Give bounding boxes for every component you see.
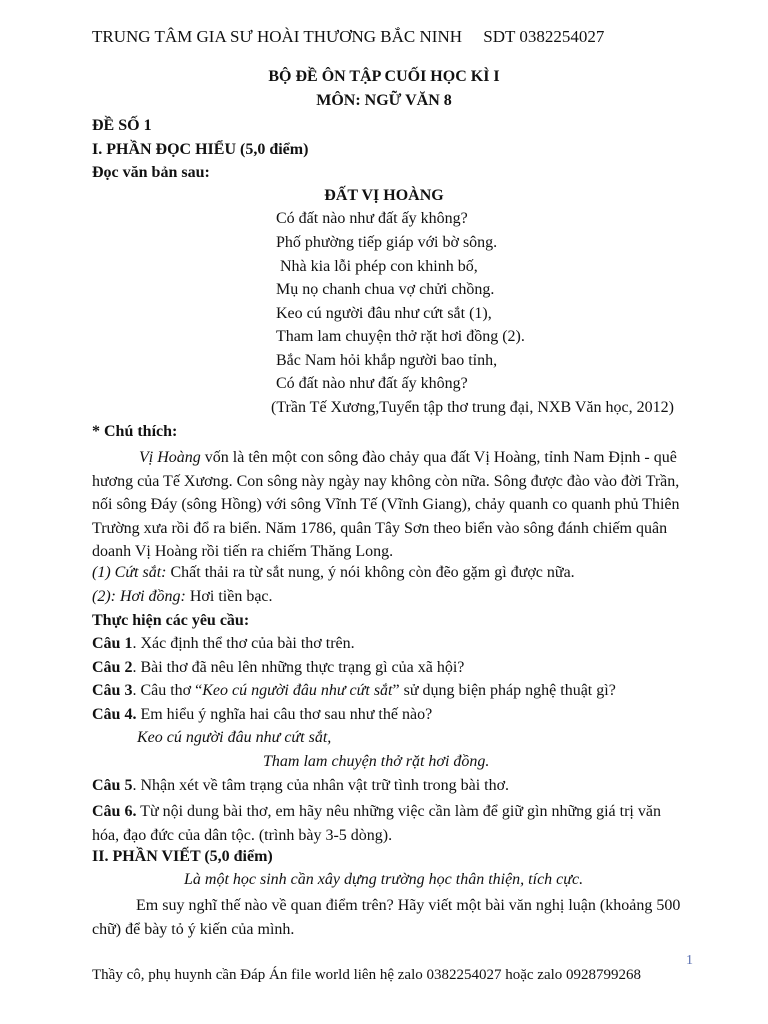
part1-heading: I. PHẦN ĐỌC HIỂU (5,0 điểm)	[92, 141, 309, 158]
question-text: . Câu thơ “	[132, 682, 203, 699]
poem-line: Bắc Nam hỏi khắp người bao tỉnh,	[276, 352, 498, 369]
poem-line: Có đất nào như đất ấy không?	[276, 210, 468, 227]
question-text: ” sử dụng biện pháp nghệ thuật gì?	[392, 682, 616, 699]
footnote-1-text: Chất thải ra từ sắt nung, ý nói không còn đẽo gặm gì được nữa.	[166, 564, 575, 581]
question-4-quote-line-1: Keo cú người đâu như cứt sắt,	[137, 729, 332, 746]
footnote-2-text: Hơi tiền bạc.	[185, 588, 273, 605]
question-6	[92, 800, 692, 847]
question-label: Câu 3	[92, 682, 133, 699]
poem-line: Mụ nọ chanh chua vợ chửi chồng.	[276, 281, 495, 298]
footnote-2-term: (2): Hơi đồng:	[92, 588, 186, 605]
page-footer: Thầy cô, phụ huynh cần Đáp Án file world liên hệ zalo 0382254027 hoặc zalo 0928799268	[92, 967, 642, 983]
poem-source: (Trần Tế Xương,Tuyển tập thơ trung đại, NXB Văn học, 2012)	[271, 399, 674, 416]
question-text: . Bài thơ đã nêu lên những thực trạng gì của xã hội?	[132, 659, 465, 676]
question-1	[92, 635, 355, 653]
subject-title: MÔN: NGỮ VĂN 8	[316, 92, 452, 109]
question-4	[92, 706, 432, 724]
question-text: Em hiểu ý nghĩa hai câu thơ sau như thế nào?	[136, 706, 433, 723]
question-5	[92, 777, 509, 795]
page-number: 1	[686, 953, 693, 968]
poem-line: Phố phường tiếp giáp với bờ sông.	[276, 234, 498, 251]
poem-line: Keo cú người đâu như cứt sắt (1),	[276, 305, 492, 322]
task-heading: Thực hiện các yêu cầu:	[92, 612, 250, 629]
question-label: Câu 6.	[92, 803, 137, 820]
footnote-2	[92, 588, 273, 606]
footnote-1-term: (1) Cứt sắt:	[92, 564, 167, 581]
note-paragraph	[92, 446, 692, 564]
question-2	[92, 659, 464, 677]
question-text: Từ nội dung bài thơ, em hãy nêu những việc cần làm để giữ gìn những giá trị văn hóa, đạo đức của dân tộc. (trình bày 3-5 dòng).	[92, 803, 661, 844]
question-label: Câu 4.	[92, 706, 137, 723]
footnote-1	[92, 564, 575, 582]
document-title: BỘ ĐỀ ÔN TẬP CUỐI HỌC KÌ I	[268, 68, 500, 85]
exam-number: ĐỀ SỐ 1	[92, 117, 152, 134]
poem-line: Tham lam chuyện thở rặt hơi đồng (2).	[276, 328, 525, 345]
question-quote: Keo cú người đâu như cứt sắt	[202, 682, 393, 699]
read-instruction: Đọc văn bản sau:	[92, 164, 210, 181]
question-text: . Nhận xét về tâm trạng của nhân vật trữ tình trong bài thơ.	[132, 777, 510, 794]
page-header: TRUNG TÂM GIA SƯ HOÀI THƯƠNG BẮC NINH SDT 0382254027	[92, 27, 605, 46]
question-4-quote-line-2: Tham lam chuyện thở rặt hơi đồng.	[263, 753, 490, 770]
poem-title: ĐẤT VỊ HOÀNG	[324, 187, 444, 204]
note-heading: * Chú thích:	[92, 423, 178, 440]
writing-task: Em suy nghĩ thế nào về quan điểm trên? Hãy viết một bài văn nghị luận (khoảng 500 chữ) để bày tỏ ý kiến của mình.	[92, 897, 681, 938]
poem-line: Nhà kia lỗi phép con khinh bố,	[276, 258, 478, 275]
question-text: . Xác định thể thơ của bài thơ trên.	[132, 635, 355, 652]
note-term: Vị Hoàng	[139, 449, 201, 466]
writing-prompt: Là một học sinh cần xây dựng trường học thân thiện, tích cực.	[184, 871, 584, 888]
question-label: Câu 1	[92, 635, 133, 652]
question-3	[92, 682, 616, 700]
note-text: vốn là tên một con sông đào chảy qua đất Vị Hoàng, tỉnh Nam Định - quê hương của Tế Xương. Con sông này ngày nay không còn nữa. Sông được đào vào đời Trần, nối sông Đáy (sông Hồng) với sông Vĩnh Tế (Vĩnh Giang), chảy quanh co quanh phủ Thiên Trường xưa rồi đổ ra biển. Năm 1786, quân Tây Sơn theo biển vào sông đánh chiếm quân doanh Vị Hoàng rồi tiến ra chiếm Thăng Long.	[92, 449, 680, 561]
question-label: Câu 5	[92, 777, 133, 794]
part2-heading: II. PHẦN VIẾT (5,0 điểm)	[92, 848, 273, 865]
poem-line: Có đất nào như đất ấy không?	[276, 375, 468, 392]
question-label: Câu 2	[92, 659, 133, 676]
